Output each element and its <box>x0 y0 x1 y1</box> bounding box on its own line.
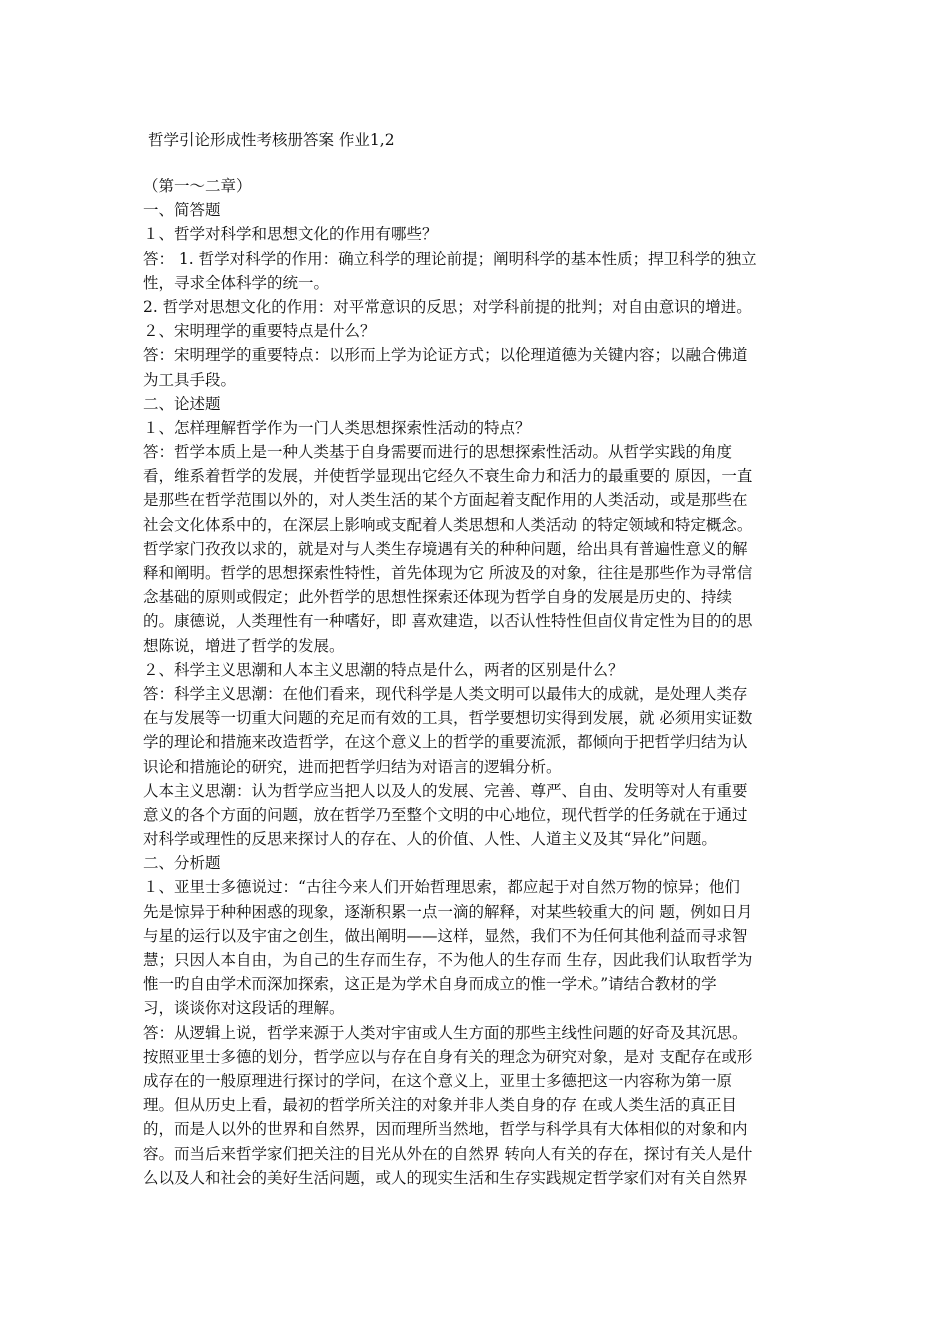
text-line: 念基础的原则或假定；此外哲学的思想性探索还体现为哲学自身的发展是历史的、持续 <box>143 588 733 607</box>
text-line: 惟一旳自由学术而深加探索，这正是为学术自身而成立的惟一学术。”请结合教材的学 <box>143 975 717 994</box>
text-line: 理。但从历史上看，最初的哲学所关注的对象并非人类自身的存 在或人类生活的真正目 <box>143 1096 737 1115</box>
text-line: 性，寻求全体科学的统一。 <box>143 273 330 292</box>
text-line: 容。而当后来哲学家们把关注的目光从外在的自然界 转向人有关的存在，探讨有关人是什 <box>143 1144 753 1163</box>
text-line: 答：哲学本质上是一种人类基于自身需要而进行的思想探索性活动。从哲学实践的角度 <box>143 443 733 462</box>
text-line: ２、科学主义思潮和人本主义思潮的特点是什么，两者的区别是什么？ <box>143 660 624 679</box>
text-line: 慧；只因人本自由，为自己的生存而生存，不为他人的生存而 生存，因此我们认取哲学为 <box>143 951 753 969</box>
text-line: 答：科学主义思潮：在他们看来，现代科学是人类文明可以最伟大的成就，是处理人类存 <box>143 684 748 703</box>
text-line: 意义的各个方面的问题，放在哲学乃至整个文明的中心地位，现代哲学的任务就在于通过 <box>143 805 748 824</box>
text-line: 社会文化体系中的，在深层上影响或支配着人类思想和人类活动 的特定领域和特定概念。 <box>143 515 753 534</box>
text-line: 习，谈谈你对这段话的理解。 <box>143 999 345 1018</box>
document-body <box>143 174 813 1190</box>
text-line: 与星的运行以及宇宙之创生，做出阐明——这样，显然，我们不为任何其他利益而寻求智 <box>143 926 748 945</box>
text-line: 学的理论和措施来改造哲学，在这个意义上的哲学的重要流派，都倾向于把哲学归结为认 <box>143 733 748 752</box>
text-line: 哲学家门孜孜以求的，就是对与人类生存境遇有关的种种问题，给出具有普遍性意义的解 <box>143 539 748 558</box>
text-line: 想陈说，增进了哲学的发展。 <box>143 636 345 655</box>
text-line: 一、简答题 <box>143 201 221 220</box>
text-line: 二、分析题 <box>143 854 221 873</box>
text-line: 是那些在哲学范围以外的，对人类生活的某个方面起着支配作用的人类活动，或是那些在 <box>143 491 748 510</box>
text-line: 2. 哲学对思想文化的作用：对平常意识的反思；对学科前提的批判；对自由意识的增进。 <box>143 297 752 316</box>
text-line: ２、宋明理学的重要特点是什么？ <box>143 322 376 341</box>
text-line: 先是惊异于种种困惑的现象，逐渐积累一点一滴的解释，对某些较重大的问 题，例如日月 <box>143 902 753 921</box>
text-line: 按照亚里士多德的划分，哲学应以与存在自身有关的理念为研究对象，是对 支配存在或形 <box>143 1047 753 1066</box>
text-line: 人本主义思潮：认为哲学应当把人以及人的发展、完善、尊严、自由、发明等对人有重要 <box>143 781 748 800</box>
text-line: （第一～二章） <box>143 177 252 195</box>
text-line: 答：宋明理学的重要特点：以形而上学为论证方式；以伦理道德为关键内容；以融合佛道 <box>143 346 748 365</box>
text-line: 的。康德说，人类理性有一种嗜好，即 喜欢建造，以否认性特性但卣仪肯定性为目的的思 <box>143 612 753 631</box>
text-line: 识论和措施论的研究，进而把哲学归结为对语言的逻辑分析。 <box>143 757 562 776</box>
text-line: 二、论述题 <box>143 394 221 413</box>
text-line: 释和阐明。哲学的思想探索性特性，首先体现为它 所波及的对象，往往是那些作为寻常信 <box>143 564 753 582</box>
text-line: １、亚里士多德说过：“古往今来人们开始哲理思索，都应起于对自然万物的惊异；他们 <box>143 878 740 897</box>
text-line: 对科学或理性的反思来探讨人的存在、人的价值、人性、人道主义及其“异化”问题。 <box>143 830 717 849</box>
text-line: 在与发展等一切重大问题的充足而有效的工具，哲学要想切实得到发展，就 必须用实证数 <box>143 709 753 728</box>
text-line: １、哲学对科学和思想文化的作用有哪些？ <box>143 225 438 244</box>
text-line: 么以及人和社会的美好生活问题，或人的现实生活和生存实践规定哲学家们对有关自然界 <box>143 1168 748 1187</box>
text-line: 答： 1. 哲学对科学的作用：确立科学的理论前提；阐明科学的基本性质；捍卫科学的独立 <box>143 249 757 268</box>
text-line: １、怎样理解哲学作为一门人类思想探索性活动的特点？ <box>143 418 531 437</box>
text-line: 答：从逻辑上说，哲学来源于人类对宇宙或人生方面的那些主线性问题的好奇及其沉思。 <box>143 1023 748 1042</box>
document-title: 哲学引论形成性考核册答案 作业1,2 <box>148 131 395 149</box>
text-line: 成存在的一般原理进行探讨的学问，在这个意义上，亚里士多德把这一内容称为第一原 <box>143 1071 733 1090</box>
text-line: 的，而是人以外的世界和自然界，因而理所当然地，哲学与科学具有大体相似的对象和内 <box>143 1120 748 1139</box>
text-line: 为工具手段。 <box>143 370 237 389</box>
text-line: 看，维系着哲学的发展，并使哲学显现出它经久不衰生命力和活力的最重要的 原因，一直 <box>143 467 753 486</box>
